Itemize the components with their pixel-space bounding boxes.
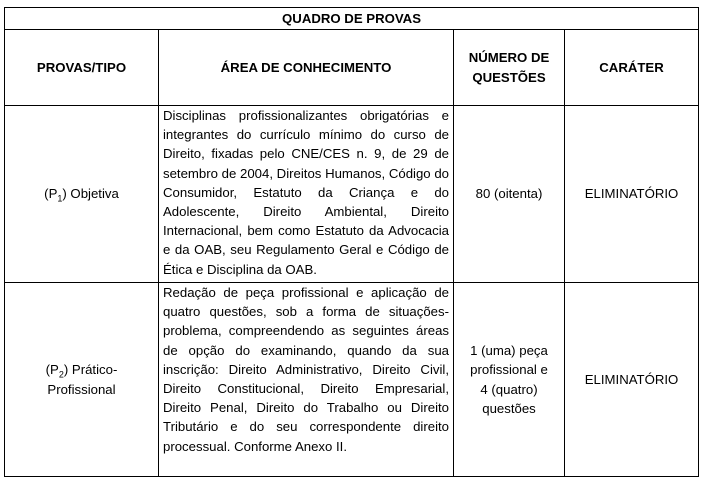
prova-suffix: ) Objetiva	[62, 186, 119, 202]
header-carater: CARÁTER	[565, 30, 699, 106]
numero-line3: 4 (quatro)	[480, 381, 538, 397]
prova-tipo-cell	[5, 283, 159, 477]
prova-suffix: ) Prático-	[63, 362, 118, 378]
numero-questoes-cell: 80 (oitenta)	[454, 106, 565, 283]
numero-line2: profissional e	[470, 362, 548, 378]
quadro-de-provas-table	[4, 7, 699, 477]
table-row-objetiva	[5, 106, 699, 283]
header-numero-line2: QUESTÕES	[472, 69, 546, 85]
header-area-conhecimento: ÁREA DE CONHECIMENTO	[159, 30, 454, 106]
header-numero-line1: NÚMERO DE	[468, 50, 550, 66]
prova-prefix: (P	[44, 186, 58, 202]
area-conhecimento-cell: Redação de peça profissional e aplicação de quatro questões, sob a forma de situações-problema, compreendendo as seguintes áreas de opção do examinando, quando da sua inscrição: Direito Administrativo, Direito Civil, Direito Constitucional, Direito Empresarial, Direito Penal, Direito do Trabalho ou Direito Tributário e do seu correspondente direito processual. Conforme Anexo II.	[159, 283, 454, 477]
carater-cell: ELIMINATÓRIO	[565, 283, 699, 477]
prova-subscript: 2	[58, 369, 64, 380]
prova-prefix: (P	[45, 362, 59, 378]
title-row	[5, 8, 699, 30]
numero-line1: 1 (uma) peça	[470, 343, 548, 359]
area-conhecimento-cell: Disciplinas profissionalizantes obrigatórias e integrantes do currículo mínimo do curso de Direito, fixadas pelo CNE/CES n. 9, de 29 de setembro de 2004, Direitos Humanos, Código do Consumidor, Estatuto da Criança e do Adolescente, Direito Ambiental, Direito Internacional, bem como Estatuto da Advocacia e da OAB, seu Regulamento Geral e Código de Ética e Disciplina da OAB.	[159, 106, 454, 283]
numero-line4: questões	[482, 400, 536, 416]
table-title: QUADRO DE PROVAS	[5, 8, 699, 30]
header-row	[5, 30, 699, 106]
prova-subscript: 1	[57, 194, 63, 205]
carater-cell: ELIMINATÓRIO	[565, 106, 699, 283]
table-row-pratico-profissional	[5, 283, 699, 477]
header-numero-questoes	[454, 30, 565, 106]
prova-line2: Profissional	[47, 381, 116, 397]
header-provas-tipo: PROVAS/TIPO	[5, 30, 159, 106]
prova-tipo-cell	[5, 106, 159, 283]
numero-questoes-cell	[454, 283, 565, 477]
